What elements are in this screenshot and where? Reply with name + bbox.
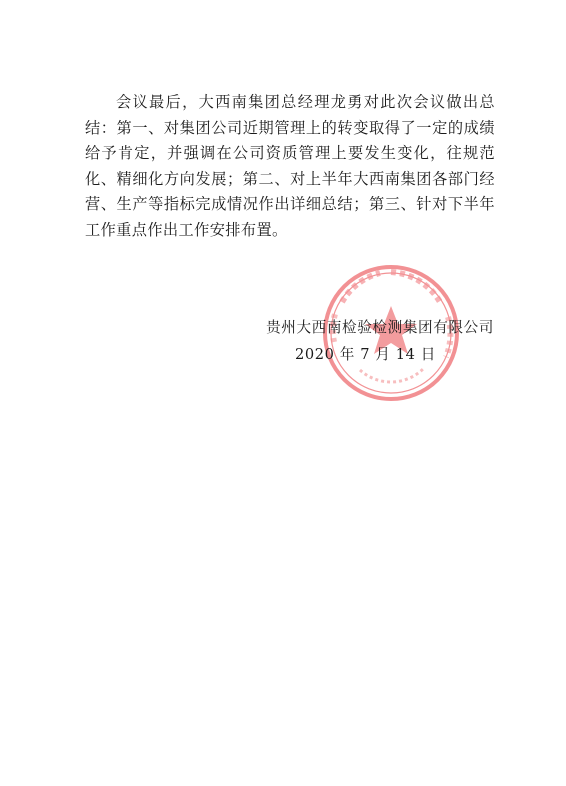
summary-paragraph: 会议最后，大西南集团总经理龙勇对此次会议做出总结：第一、对集团公司近期管理上的转变取得了一定的成绩给予肯定，并强调在公司资质管理上要发生变化，往规范化、精细化方向发展；第二、对上半年大西南集团各部门经营、生产等指标完成情况作出详细总结；第三、针对下半年工作重点作出工作安排布置。 [85,93,495,239]
signature-organization: 贵州大西南检验检测集团有限公司 [266,319,494,336]
signature-date: 2020 年 7 月 14 日 [295,346,436,363]
